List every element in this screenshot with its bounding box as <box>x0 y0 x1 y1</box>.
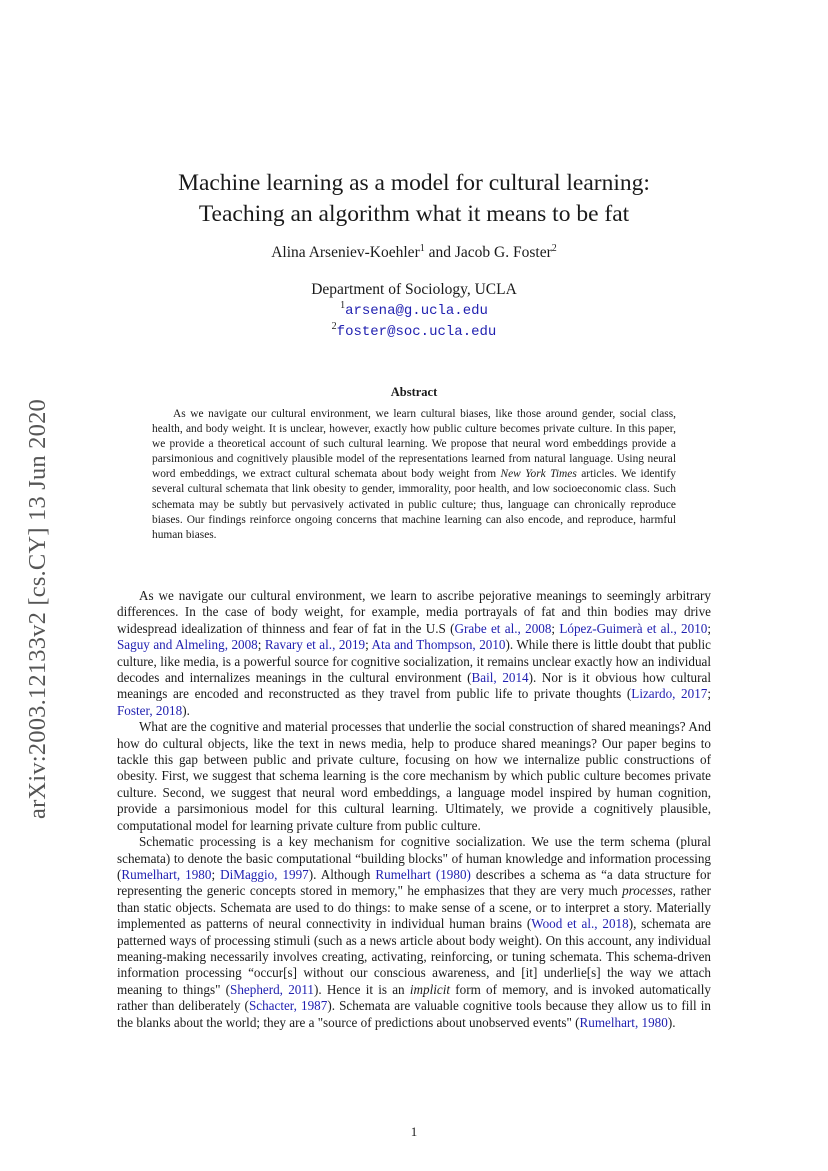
citation-link[interactable]: Rumelhart (1980) <box>375 866 471 882</box>
paper-title <box>90 168 738 230</box>
p3-text-8: ). Schemata are valuable cognitive tools because they allow us to fill in the blanks about the world; they are a "source of predictions about unobserved events" ( <box>117 998 712 1030</box>
author-2: Jacob G. Foster <box>454 244 552 261</box>
author-1-marker: 1 <box>419 242 425 254</box>
p3-text-7: form of memory, and is invoked automatically rather than deliberately ( <box>117 981 711 1014</box>
citation-link[interactable]: Rumelhart, 1980 <box>121 866 212 882</box>
email-1-marker: 1 <box>340 299 346 311</box>
title-line-2: Teaching an algorithm what it means to be fat <box>198 201 630 227</box>
p1-sep: ; <box>707 620 711 636</box>
citation-link[interactable]: Shepherd, 2011 <box>230 981 314 997</box>
p3-italic-processes: processes <box>622 883 673 899</box>
p3-text-5: ), schemata are patterned ways of processing stimuli (such as a news article about body weight). On this account, any individual meaning-making necessarily involves creating, activating, reinforcing, or tuning schemata. This schema-driven information processing “occur[s] without our conscious awareness, and [it] underlie[s] the way we attach meaning to things" ( <box>117 916 711 997</box>
email-1-link[interactable]: arsena@g.ucla.edu <box>345 303 488 319</box>
citation-link[interactable]: Ata and Thompson, 2010 <box>371 637 506 653</box>
arxiv-identifier-text: arXiv:2003.12133v2 [cs.CY] 13 Jun 2020 <box>24 399 51 819</box>
citation-link[interactable]: Ravary et al., 2019 <box>264 637 366 653</box>
citation-link[interactable]: Wood et al., 2018 <box>531 916 629 932</box>
citation-link[interactable]: Saguy and Almeling, 2008 <box>117 637 258 653</box>
paragraph-2: What are the cognitive and material processes that underlie the social construction of shared meanings? And how do cultural objects, like the text in news media, help to produce shared meanings? Our paper begins to tackle this gap between public and private culture, focusing on how we internalize public constructions of obesity. First, we suggest that schema learning is the core mechanism by which public culture becomes private culture. Second, we suggest that neural word embeddings, a language model inspired by human cognition, provide a parsimonious model for this cultural learning. Ultimately, we provide a cognitively plausible, computational model for learning private culture from public culture. <box>117 719 711 833</box>
p3-text-2: ). Although <box>308 866 376 882</box>
abstract-italic-source: New York Times <box>500 468 577 481</box>
department: Department of Sociology, UCLA <box>311 281 517 298</box>
p3-italic-implicit: implicit <box>409 981 451 997</box>
abstract-text-1: As we navigate our cultural environment, we learn cultural biases, like those around gender, social class, health, and body weight. It is unclear, however, exactly how public culture becomes private culture. In this paper, we provide a theoretical account of such cultural learning. We propose that neural word embeddings provide a parsimonious and cognitively plausible model of the representations learned from natural language. Using neural word embeddings, we extract cultural schemata about body weight from <box>152 408 676 481</box>
abstract-text-2: articles. We identify several cultural schemata that link obesity to gender, immorality, poor health, and low socioeconomic class. Such schemata may be subtly but pervasively activated in public culture; thus, language can chronically reproduce biases. Our findings reinforce ongoing concerns that machine learning can also encode, and reproduce, harmful human biases. <box>152 468 676 541</box>
email-2-marker: 2 <box>331 320 337 332</box>
citation-link[interactable]: Schacter, 1987 <box>248 998 328 1014</box>
arxiv-identifier-stamp <box>18 368 58 850</box>
author-conjunction: and <box>424 244 455 261</box>
author-list <box>90 244 738 262</box>
p3-text-6: ). Hence it is an <box>314 981 410 997</box>
p3-text-4: , rather than static objects. Schemata are used to do things: to make sense of a scene, or to interpret a story. Materially implemented as patterns of neural connectivity in individual human brains ( <box>117 883 711 932</box>
affiliation-block <box>90 280 738 342</box>
citation-link[interactable]: DiMaggio, 1997 <box>220 866 309 882</box>
citation-link[interactable]: López-Guimerà et al., 2010 <box>559 620 708 636</box>
page-number: 1 <box>410 1124 418 1139</box>
p1-text-4: ). <box>182 702 190 718</box>
author-1: Alina Arseniev-Koehler <box>271 244 420 261</box>
p3-text-9: ). <box>667 1014 676 1030</box>
citation-link[interactable]: Rumelhart, 1980 <box>579 1014 668 1030</box>
p3-text-3: describes a schema as “a data structure for representing the generic concepts stored in memory," he emphasizes that they are very much <box>117 866 712 899</box>
p1-sep: ; <box>257 637 265 653</box>
p1-text-3: ). Nor is it obvious how cultural meanings are encoded and reconstructed as they travel from public life to private thoughts ( <box>117 670 711 702</box>
p1-sep: ; <box>551 620 560 636</box>
body-text <box>117 588 711 1031</box>
paragraph-1 <box>117 588 711 719</box>
p1-text-1: As we navigate our cultural environment, we learn to ascribe pejorative meanings to seemingly arbitrary differences. In the case of body weight, for example, media portrayals of fat and thin bodies may drive widespread idealization of thinness and fear of fat in the U.S ( <box>117 588 711 636</box>
citation-link[interactable]: Bail, 2014 <box>471 670 529 686</box>
citation-link[interactable]: Lizardo, 2017 <box>631 686 708 702</box>
paragraph-3 <box>117 834 711 1031</box>
abstract-paragraph <box>152 407 676 543</box>
p3-text-1: Schematic processing is a key mechanism for cognitive socialization. We use the term schema (plural schemata) to denote the basic computational “building blocks" of human knowledge and information processing ( <box>117 834 711 882</box>
email-2-link[interactable]: foster@soc.ucla.edu <box>336 324 497 340</box>
p1-sep: ; <box>707 686 711 702</box>
p1-text-2: ). While there is little doubt that public culture, like media, is a powerful source for cognitive socialization, it remains unclear exactly how an individual decodes and internalizes meanings in the cultural environment ( <box>117 637 712 686</box>
citation-link[interactable]: Grabe et al., 2008 <box>454 620 552 636</box>
p3-sep: ; <box>211 866 221 882</box>
title-line-1: Machine learning as a model for cultural learning: <box>178 170 650 196</box>
author-2-marker: 2 <box>551 242 557 254</box>
abstract-heading: Abstract <box>390 385 438 399</box>
citation-link[interactable]: Foster, 2018 <box>117 702 183 718</box>
p1-sep: ; <box>365 637 372 653</box>
